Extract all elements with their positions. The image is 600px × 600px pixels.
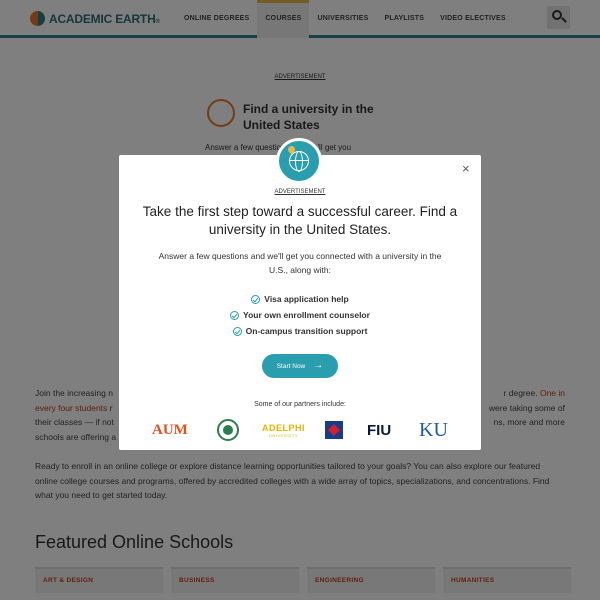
fiu-logo: FIU — [367, 421, 392, 439]
seal-icon — [217, 419, 239, 441]
partners-label: Some of our partners include: — [254, 401, 346, 408]
aum-logo: AUM — [152, 421, 188, 438]
check-circle-icon — [230, 311, 239, 320]
check-circle-icon — [251, 295, 260, 304]
ku-logo: KU — [419, 418, 448, 441]
modal-globe-badge — [276, 138, 322, 184]
modal-subtitle: Answer a few questions and we'll get you connected with a university in the U.S., along with: — [158, 251, 442, 275]
benefits-list — [119, 291, 481, 339]
au-emblem-icon — [325, 421, 343, 439]
partner-logos — [119, 417, 481, 443]
signup-modal — [119, 155, 481, 450]
benefit-item: Your own enrollment counselor — [119, 307, 481, 323]
adelphi-logo: ADELPHI UNIVERSITY — [262, 422, 306, 438]
close-icon[interactable]: × — [462, 161, 470, 176]
start-now-button[interactable]: Start Now → — [262, 354, 338, 378]
american-university-logo — [325, 417, 343, 443]
modal-title: Take the first step toward a successful career. Find a university in the United States. — [142, 204, 458, 237]
globe-icon — [289, 151, 309, 171]
check-circle-icon — [233, 327, 242, 336]
modal-advertisement-label: ADVERTISEMENT — [274, 189, 326, 195]
arrow-right-icon: → — [313, 360, 324, 371]
benefit-item: Visa application help — [119, 291, 481, 307]
benefit-item: On-campus transition support — [119, 323, 481, 339]
university-seal-logo — [217, 417, 239, 443]
